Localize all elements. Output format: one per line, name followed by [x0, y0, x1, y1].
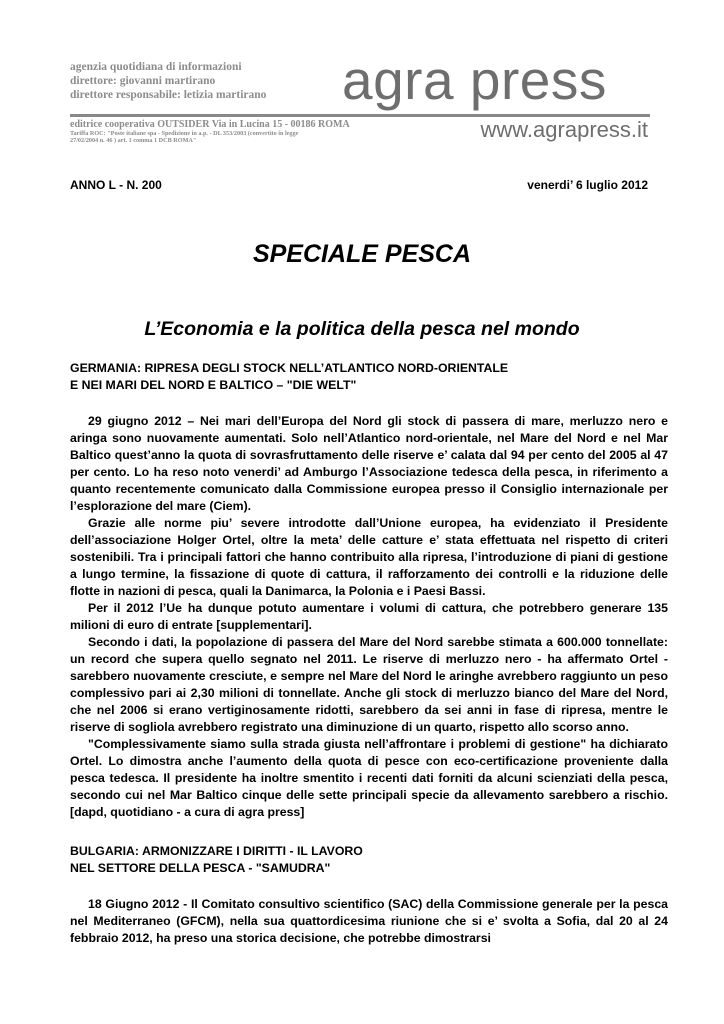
- headline-line: E NEI MARI DEL NORD E BALTICO – "DIE WELT": [70, 378, 357, 392]
- article-paragraph: 29 giugno 2012 – Nei mari dell’Europa del Nord gli stock di passera di mare, merluzzo nero e aringa sono nuovamente aumentati. Solo nell’Atlantico nord-orientale, nel Mare del Nord e nel Mar Baltico quest’anno la quota di sovrasfruttamento delle riserve e’ calata dal 94 per cento del 2005 al 47 per cento. Lo ha reso noto venerdi’ ad Amburgo l’Associazione tedesca della pesca, in riferimento a quanto recentemente comunicato dalla Commissione europea presso il Consiglio internazionale per l’esplorazione del mare (Ciem).: [70, 414, 668, 513]
- page-subtitle: L’Economia e la politica della pesca nel mondo: [144, 318, 580, 340]
- headline-line: BULGARIA: ARMONIZZARE I DIRITTI - IL LAVORO: [70, 844, 363, 858]
- article-germania: [70, 360, 668, 821]
- headline-line: GERMANIA: RIPRESA DEGLI STOCK NELL’ATLANTICO NORD-ORIENTALE: [70, 361, 509, 375]
- article-headline: [70, 843, 668, 877]
- article-paragraph: 18 Giugno 2012 - Il Comitato consultivo scientifico (SAC) della Commissione generale per la pesca nel Mediterraneo (GFCM), nella sua quattordicesima riunione che si e’ svolta a Sofia, dal 20 al 24 febbraio 2012, ha preso una storica decisione, che potrebbe dimostrarsi: [70, 897, 668, 945]
- issue-date: venerdi’ 6 luglio 2012: [527, 178, 648, 192]
- publisher-line: editrice cooperativa OUTSIDER Via in Lucina 15 - 00186 ROMA: [70, 119, 350, 130]
- article-paragraph: "Complessivamente siamo sulla strada giusta nell’affrontare i problemi di gestione" ha dichiarato Ortel. Lo dimostra anche l’aumento della quota di pesce con eco-certificazione proveniente dalla pesca tedesca. Il presidente ha inoltre smentito i recenti dati forniti da alcuni scienziati della pesca, secondo cui nel Mar Baltico cinque delle sette principali specie da allevamento sarebbero a rischio. [dapd, quotidiano - a cura di agra press]: [70, 737, 668, 819]
- responsible-director-line: direttore responsabile: letizia martirano: [70, 89, 267, 101]
- article-paragraph: Grazie alle norme piu’ severe introdotte dall’Unione europea, ha evidenziato il Presidente dell’associazione Holger Ortel, oltre la meta’ delle catture e’ stata effettuata nel rispetto di criteri sostenibili. Tra i principali fattori che hanno contribuito alla ripresa, l’introduzione di piani di gestione a lungo termine, la fissazione di quote di cattura, il rafforzamento dei controlli e la riduzione delle flotte in nazioni di pesca, quali la Danimarca, la Polonia e i Paesi Bassi.: [70, 516, 668, 598]
- tariff-line: Tariffa ROC: "Poste italiane spa - Spedizione in a.p. - DL 353/2003 (convertito in legge: [70, 130, 299, 137]
- page-title: SPECIALE PESCA: [252, 240, 472, 268]
- headline-line: NEL SETTORE DELLA PESCA - "SAMUDRA": [70, 861, 331, 875]
- agra-press-logo: agra press: [342, 49, 607, 111]
- article-headline: [70, 360, 668, 394]
- article-paragraph: Per il 2012 l’Ue ha dunque potuto aumentare i volumi di cattura, che potrebbero generare 135 milioni di euro di entrate [supplementari].: [70, 601, 668, 632]
- issue-number: ANNO L - N. 200: [70, 178, 162, 192]
- masthead-publisher-info: [70, 120, 410, 144]
- website-url: www.agrapress.it: [480, 117, 648, 142]
- article-paragraph: Secondo i dati, la popolazione di passera del Mare del Nord sarebbe stimata a 600.000 tonnellate: un record che supera quello segnato nel 2011. Le riserve di merluzzo nero - ha affermato Ortel - sarebbero nuovamente cresciute, e sempre nel Mare del Nord le aringhe avrebbero raggiunto un peso complessivo pari ai 2,30 milioni di tonnellate. Anche gli stock di merluzzo bianco del Mare del Nord, che nel 2006 si erano vertiginosamente ridotti, sarebbero da sei anni in fase di ripresa, mentre le riserve di sogliola avrebbero registrato una diminuzione di un quarto, rispetto allo scorso anno.: [70, 635, 668, 734]
- tariff-line: 27/02/2004 n. 46 ) art. 1 comma 1 DCB ROMA": [70, 137, 197, 144]
- masthead-agency-info: [70, 60, 330, 102]
- article-bulgaria: [70, 843, 668, 947]
- director-line: direttore: giovanni martirano: [70, 75, 216, 87]
- agency-line: agenzia quotidiana di informazioni: [70, 61, 242, 73]
